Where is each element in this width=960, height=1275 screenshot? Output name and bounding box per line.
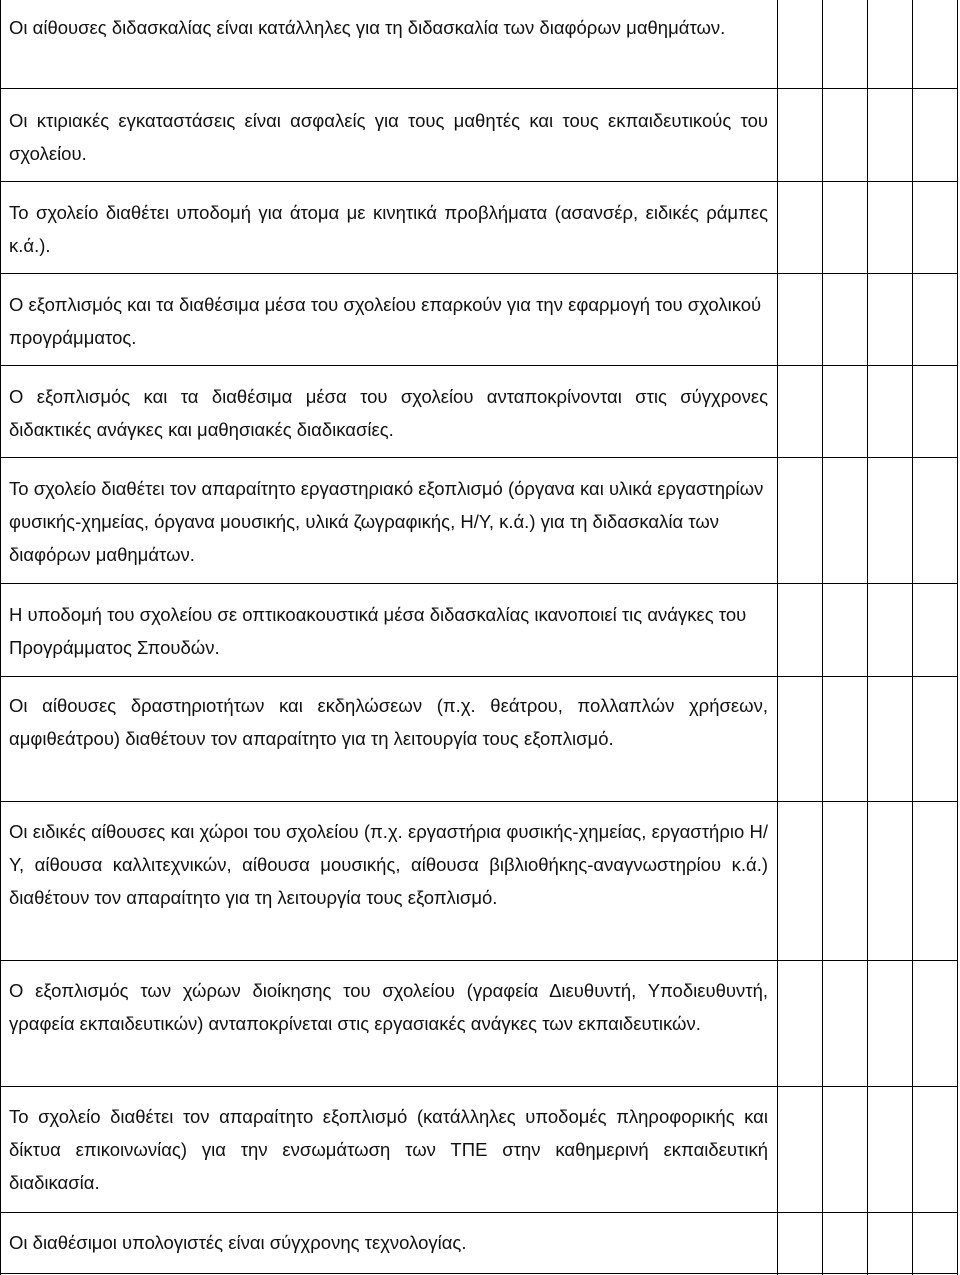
- criterion-text: Το σχολείο διαθέτει υποδομή για άτομα με κινητικά προβλήματα (ασανσέρ, ειδικές ράμπες κ.ά.).: [9, 202, 768, 256]
- table-border-bottom: [0, 1273, 958, 1274]
- criterion-text: Το σχολείο διαθέτει τον απαραίτητο εξοπλισμό (κατάλληλες υποδομές πληροφορικής και δίκτυα επικοινωνίας) για την ενσωμάτωση των ΤΠΕ στην καθημερινή εκπαιδευτική διαδικασία.: [9, 1106, 768, 1193]
- row-divider: [0, 960, 958, 961]
- column-divider: [912, 0, 913, 1275]
- criterion-text: Ο εξοπλισμός και τα διαθέσιμα μέσα του σχολείου επαρκούν για την εφαρμογή του σχολικού προγράμματος.: [9, 294, 762, 348]
- criterion-text: Οι διαθέσιμοι υπολογιστές είναι σύγχρονης τεχνολογίας.: [9, 1232, 467, 1253]
- column-divider: [822, 0, 823, 1275]
- column-divider: [867, 0, 868, 1275]
- row-divider: [0, 583, 958, 584]
- criterion-text: Οι κτιριακές εγκαταστάσεις είναι ασφαλείς για τους μαθητές και τους εκπαιδευτικούς του σχολείου.: [9, 110, 768, 164]
- row-divider: [0, 801, 958, 802]
- row-divider: [0, 88, 958, 89]
- row-divider: [0, 365, 958, 366]
- row-divider: [0, 676, 958, 677]
- column-divider: [777, 0, 778, 1275]
- row-divider: [0, 181, 958, 182]
- criterion-text: Η υποδομή του σχολείου σε οπτικοακουστικά μέσα διδασκαλίας ικανοποιεί τις ανάγκες του Προγράμματος Σπουδών.: [9, 604, 747, 658]
- criterion-text: Ο εξοπλισμός και τα διαθέσιμα μέσα του σχολείου ανταποκρίνονται στις σύγχρονες διδακτικές ανάγκες και μαθησιακές διαδικασίες.: [9, 386, 768, 440]
- row-divider: [0, 457, 958, 458]
- criterion-text: Οι ειδικές αίθουσες και χώροι του σχολείου (π.χ. εργαστήρια φυσικής-χημείας, εργαστήριο Η/Υ, αίθουσα καλλιτεχνικών, αίθουσα μουσικής, αίθουσα βιβλιοθήκης-αναγνωστηρίου κ.ά.) διαθέτουν τον απαραίτητο για τη λειτουργία τους εξοπλισμό.: [9, 821, 768, 908]
- table-border-left: [0, 0, 1, 1275]
- row-divider: [0, 1212, 958, 1213]
- row-divider: [0, 1086, 958, 1087]
- criterion-text: Οι αίθουσες δραστηριοτήτων και εκδηλώσεων (π.χ. θεάτρου, πολλαπλών χρήσεων, αμφιθεάτρου) διαθέτουν τον απαραίτητο για τη λειτουργία τους εξοπλισμό.: [9, 695, 768, 749]
- criterion-text: Ο εξοπλισμός των χώρων διοίκησης του σχολείου (γραφεία Διευθυντή, Υποδιευθυντή, γραφεία εκπαιδευτικών) ανταποκρίνεται στις εργασιακές ανάγκες των εκπαιδευτικών.: [9, 980, 768, 1034]
- criterion-text: Οι αίθουσες διδασκαλίας είναι κατάλληλες για τη διδασκαλία των διαφόρων μαθημάτων.: [9, 17, 726, 38]
- row-divider: [0, 273, 958, 274]
- table-border-right: [957, 0, 958, 1275]
- criterion-text: Το σχολείο διαθέτει τον απαραίτητο εργαστηριακό εξοπλισμό (όργανα και υλικά εργαστηρίων φυσικής-χημείας, όργανα μουσικής, υλικά ζωγραφικής, Η/Υ, κ.ά.) για τη διδασκαλία των διαφόρων μαθημάτων.: [9, 478, 764, 565]
